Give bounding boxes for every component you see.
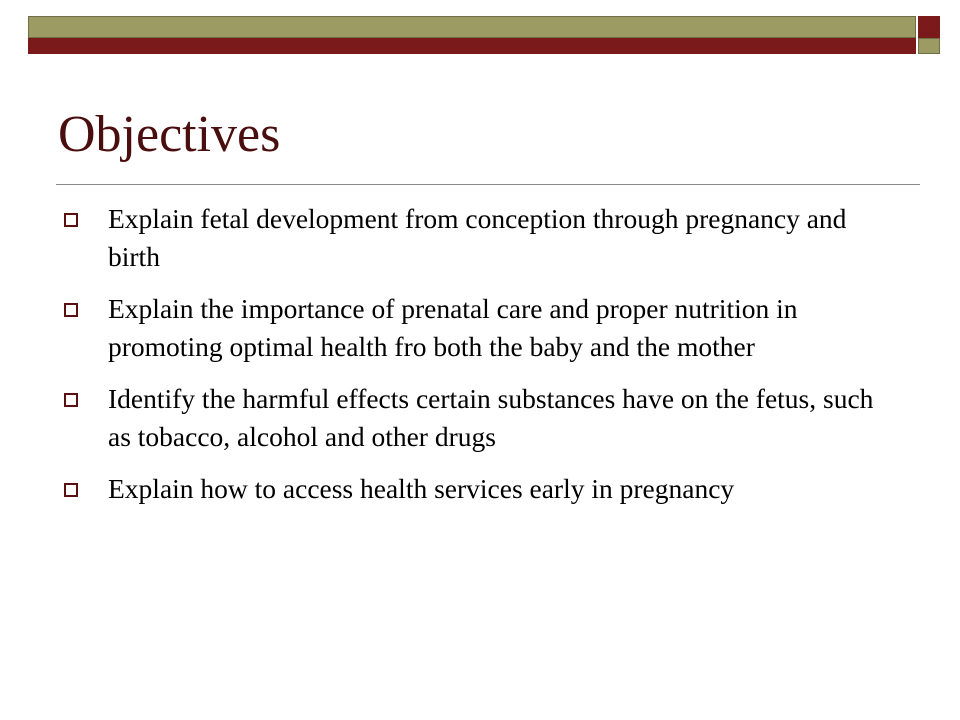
header-band-olive (28, 16, 916, 38)
square-bullet-icon (64, 393, 78, 407)
square-bullet-icon (64, 483, 78, 497)
slide-title: Objectives (58, 106, 281, 163)
header-band-maroon (28, 38, 916, 54)
bullet-list (60, 200, 880, 522)
square-bullet-icon (64, 303, 78, 317)
bullet-text: Identify the harmful effects certain substances have on the fetus, such as tobacco, alcohol and other drugs (108, 383, 874, 452)
bullet-text: Explain how to access health services early in pregnancy (108, 473, 735, 504)
header-corner-olive (918, 38, 940, 54)
bullet-item (60, 380, 880, 456)
square-bullet-icon (64, 213, 78, 227)
bullet-text: Explain fetal development from conception through pregnancy and birth (108, 203, 847, 272)
header-corner-maroon (918, 16, 940, 38)
title-divider (56, 184, 920, 185)
bullet-text: Explain the importance of prenatal care and proper nutrition in promoting optimal health fro both the baby and the mother (108, 293, 798, 362)
bullet-item (60, 200, 880, 276)
bullet-item (60, 470, 880, 508)
bullet-item (60, 290, 880, 366)
